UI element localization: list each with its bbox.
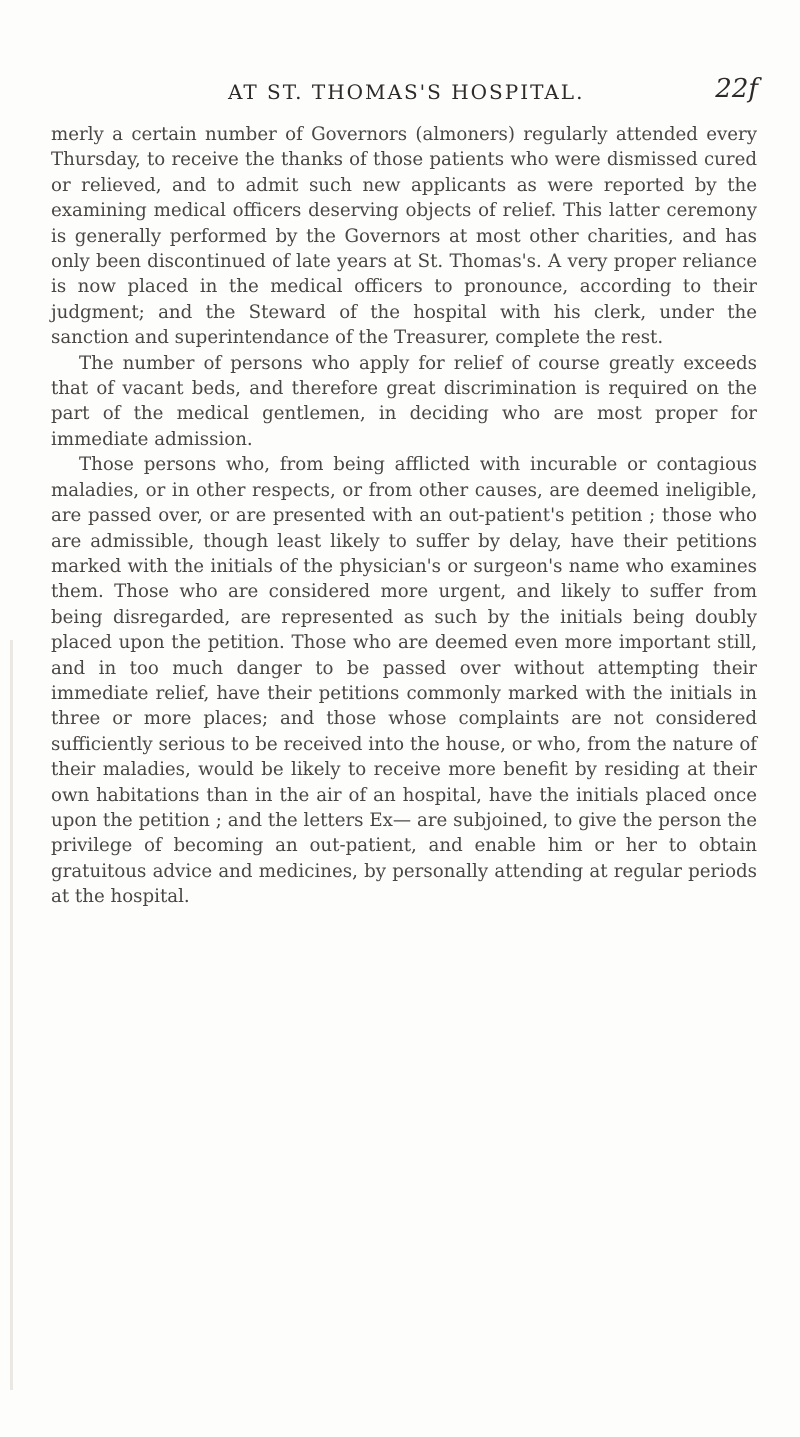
page-edge-shadow [10,640,13,1390]
page-header [78,72,758,112]
paragraph-applicants: The number of persons who apply for relief of course greatly exceeds that of vacant beds, and therefore great discrimination is required on the part of the medical gentlemen, in deciding who are most proper for immediate admission. [51,352,757,450]
body-text [51,122,757,910]
page-number: 22f [715,74,758,104]
paragraph-continuation: merly a certain number of Governors (almoners) regularly attended every Thursday, to receive the thanks of those patients who were dismissed cured or relieved, and to admit such new applicants as were reported by the examining medical officers deserving objects of relief. This latter ceremony is generally performed by the Governors at most other charities, and has only been discontinued of late years at St. Thomas's. A very proper reliance is now placed in the medical officers to pronounce, according to their judgment; and the Steward of the hospital with his clerk, under the sanction and superintendance of the Treasurer, complete the rest. [51,124,757,349]
paragraph-petitions: Those persons who, from being afflicted with incurable or contagious maladies, or in other respects, or from other causes, are deemed ineligible, are passed over, or are presented with an out-patient's petition ; those who are admissible, though least likely to suffer by delay, have their petitions marked with the initials of the physician's or surgeon's name who examines them. Those who are considered more urgent, and likely to suffer from being disregarded, are represented as such by the initials being doubly placed upon the petition. Those who are deemed even more important still, and in too much danger to be passed over without attempting their immediate relief, have their petitions commonly marked with the initials in three or more places; and those whose complaints are not considered sufficiently serious to be received into the house, or who, from the nature of their maladies, would be likely to receive more benefit by residing at their own habitations than in the air of an hospital, have the initials placed once upon the petition ; and the letters Ex— are subjoined, to give the person the privilege of becoming an out-patient, and enable him or her to obtain gratuitous advice and medicines, by personally attending at regular periods at the hospital. [51,454,757,908]
running-head: AT ST. THOMAS'S HOSPITAL. [228,80,585,104]
